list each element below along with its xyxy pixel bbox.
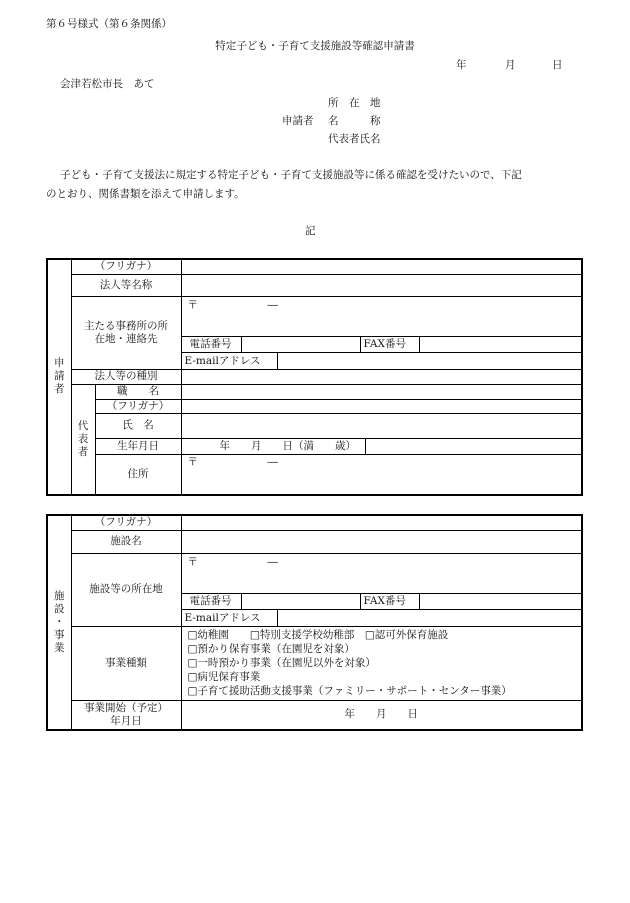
corp-name-field[interactable] xyxy=(181,274,582,296)
position-field[interactable] xyxy=(181,384,582,399)
email-row xyxy=(182,353,581,369)
facility-tel-fax-row xyxy=(182,594,582,610)
corp-furigana-label: （フリガナ） xyxy=(71,259,181,274)
facility-postal-dash: ― xyxy=(267,555,278,568)
facility-name-field[interactable] xyxy=(181,530,582,553)
facility-tel-label: 電話番号 xyxy=(182,594,242,609)
address-field[interactable] xyxy=(181,454,582,495)
start-date-field[interactable]: 年 月 日 xyxy=(181,700,582,730)
page-title: 特定子ども・子育て支援施設等確認申請書 xyxy=(215,40,415,52)
corp-type-label: 法人等の種別 xyxy=(71,369,181,384)
rep-name-label: 氏 名 xyxy=(95,413,181,438)
postal-dash: ― xyxy=(267,298,279,311)
position-label: 職 名 xyxy=(95,384,181,399)
address-label: 住所 xyxy=(95,454,181,495)
rep-side-label: 代 表 者 xyxy=(71,384,95,495)
option-row-kindergarten[interactable]: □幼稚園 □特別支援学校幼稚部 □認可外保育施設 xyxy=(187,629,449,641)
date-year: 年 xyxy=(456,59,467,71)
rep-name-field[interactable] xyxy=(181,413,582,438)
corp-name-label: 法人等名称 xyxy=(71,274,181,296)
form-number: 第６号様式（第６条関係） xyxy=(46,18,172,30)
office-address-area[interactable] xyxy=(182,297,581,337)
start-date-label xyxy=(71,700,181,730)
business-type-options xyxy=(181,626,582,700)
office-label-line2: 在地・連絡先 xyxy=(94,332,158,345)
facility-postal-mark: 〒 xyxy=(187,555,198,568)
facility-fax-label: FAX番号 xyxy=(360,594,420,609)
tel-fax-row xyxy=(182,337,581,353)
tel-label: 電話番号 xyxy=(182,337,242,352)
applicant-label: 申請者 xyxy=(282,115,314,127)
office-field[interactable] xyxy=(181,296,582,369)
paragraph-line-1: 子ども・子育て支援法に規定する特定子ども・子育て支援施設等に係る確認を受けたいので、下記 xyxy=(60,169,522,181)
office-label-line1: 主たる事務所の所 xyxy=(84,319,168,332)
start-date-label-line2: 年月日 xyxy=(110,714,142,727)
facility-side-label: 施 設 ・ 事 業 xyxy=(47,515,71,730)
facility-email-label: E-mailアドレス xyxy=(182,610,278,626)
facility-furigana-field[interactable] xyxy=(181,515,582,530)
facility-name-label: 施設名 xyxy=(71,530,181,553)
option-row-temporary-care[interactable]: □一時預かり事業（在園児以外を対象） xyxy=(187,657,376,669)
facility-table xyxy=(46,514,583,731)
dob-label: 生年月日 xyxy=(95,438,181,454)
rep-furigana-label: （フリガナ） xyxy=(95,399,181,413)
option-row-extended-care[interactable]: □預かり保育事業（在園児を対象） xyxy=(187,643,355,655)
facility-email-row xyxy=(182,610,582,626)
corp-type-field[interactable] xyxy=(181,369,582,384)
applicant-table xyxy=(46,258,583,496)
date-day: 日 xyxy=(552,59,563,71)
applicant-name-label: 名 称 xyxy=(328,115,381,127)
dob-value: 年 月 日（満 歳） xyxy=(182,439,366,454)
addressee: 会津若松市長 あて xyxy=(60,78,155,90)
postal-mark: 〒 xyxy=(187,298,199,311)
facility-location-field[interactable] xyxy=(181,553,582,626)
facility-furigana-label: （フリガナ） xyxy=(71,515,181,530)
business-type-label: 事業種類 xyxy=(71,626,181,700)
corp-furigana-field[interactable] xyxy=(181,259,582,274)
ki-mark: 記 xyxy=(305,225,316,237)
facility-address-area[interactable] xyxy=(182,554,582,594)
facility-location-label: 施設等の所在地 xyxy=(71,553,181,626)
applicant-address-label: 所 在 地 xyxy=(328,97,381,109)
date-month: 月 xyxy=(505,59,516,71)
address-postal-dash: ― xyxy=(267,455,279,468)
office-label xyxy=(71,296,181,369)
address-postal-mark: 〒 xyxy=(187,455,199,468)
option-row-sick-child-care[interactable]: □病児保育事業 xyxy=(187,671,261,683)
applicant-rep-label: 代表者氏名 xyxy=(328,133,381,145)
paragraph-line-2: のとおり、関係書類を添えて申請します。 xyxy=(46,188,245,200)
applicant-side-label: 申 請 者 xyxy=(47,259,71,495)
dob-field[interactable] xyxy=(181,438,582,454)
rep-furigana-field[interactable] xyxy=(181,399,582,413)
fax-label: FAX番号 xyxy=(360,337,420,352)
option-row-family-support[interactable]: □子育て援助活動支援事業（ファミリー・サポート・センター事業） xyxy=(187,685,512,697)
email-label: E-mailアドレス xyxy=(182,353,278,369)
start-date-label-line1: 事業開始（予定） xyxy=(84,701,168,714)
